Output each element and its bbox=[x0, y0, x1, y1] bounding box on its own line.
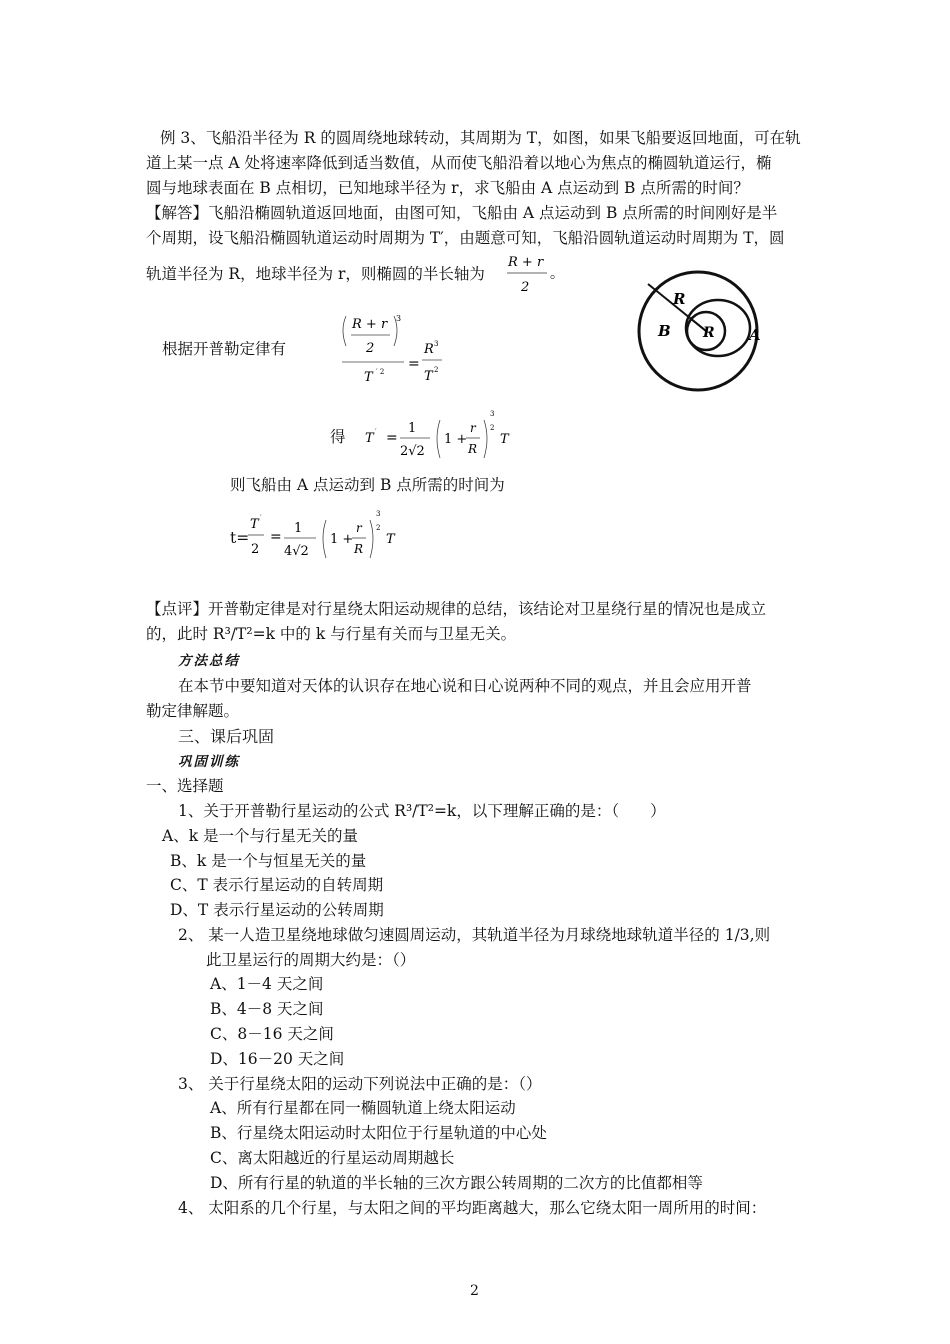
time-formula bbox=[244, 508, 414, 568]
tprime-equals: = bbox=[386, 430, 398, 446]
section3-title: 三、课后巩固 bbox=[178, 727, 275, 746]
tprime-R: R bbox=[468, 442, 478, 456]
circular-orbit bbox=[639, 272, 757, 390]
tprime-one: 1 bbox=[408, 421, 417, 436]
label-A: A bbox=[749, 326, 761, 344]
comment-line-2: 的，此时 R³/T²=k 中的 k 与行星有关而与卫星无关。 bbox=[146, 625, 517, 643]
svg-text:′ 2: ′ 2 bbox=[376, 368, 385, 376]
semi-major-suffix: 。 bbox=[550, 266, 564, 282]
q2-option-b: B、4－8 天之间 bbox=[210, 1000, 324, 1018]
section3-sub: 巩固训练 bbox=[178, 754, 240, 770]
q1-option-a: A、k 是一个与行星无关的量 bbox=[162, 827, 359, 845]
q2-option-a: A、1－4 天之间 bbox=[210, 975, 324, 993]
time-Tend: T bbox=[386, 532, 395, 547]
part1-title: 一、选择题 bbox=[146, 777, 224, 795]
kepler-formula bbox=[338, 308, 458, 388]
tprime-exp-num: 3 bbox=[490, 410, 495, 418]
q2-stem-2: 此卫星运行的周期大约是：（） bbox=[206, 951, 416, 969]
q3-option-a: A、所有行星都在同一椭圆轨道上绕太阳运动 bbox=[210, 1099, 516, 1117]
tprime-oneplus: 1 + bbox=[444, 432, 468, 447]
time-R: R bbox=[354, 542, 364, 556]
kepler-two: 2 bbox=[366, 341, 375, 356]
example-line-2: 道上某一点 A 处将速率降低到适当数值，从而使飞船沿着以地心为焦点的椭圆轨道运行，椭 bbox=[146, 154, 772, 172]
time-label: 则飞船由 A 点运动到 B 点所需的时间为 bbox=[230, 476, 505, 494]
kepler-numerator: R + r bbox=[352, 317, 388, 332]
tprime-exp-den: 2 bbox=[490, 424, 495, 432]
kepler-T: T bbox=[364, 370, 373, 385]
kepler-exp3: 3 bbox=[396, 314, 402, 323]
kepler-T2: T bbox=[424, 369, 433, 384]
de-label: 得 bbox=[330, 428, 346, 446]
page-number: 2 bbox=[470, 1283, 479, 1299]
example-line-3: 圆与地球表面在 B 点相切，已知地球半径为 r，求飞船由 A 点运动到 B 点所需的时间？ bbox=[146, 179, 749, 197]
example-line-1: 例 3、飞船沿半径为 R 的圆周绕地球转动，其周期为 T，如图，如果飞船要返回地面，可在轨 bbox=[160, 129, 801, 147]
q2-stem-1: 2、 某一人造卫星绕地球做匀速圆周运动，其轨道半径为月球绕地球轨道半径的 1/3,则 bbox=[178, 926, 771, 944]
q3-option-d: D、所有行星的轨道的半长轴的三次方跟公转周期的二次方的比值都相等 bbox=[210, 1174, 703, 1192]
label-B: B bbox=[658, 322, 671, 340]
kepler-equals: = bbox=[408, 356, 420, 372]
semi-major-axis-formula bbox=[505, 250, 565, 300]
time-oneplus: 1 + bbox=[330, 532, 354, 547]
tprime-Tend: T bbox=[500, 432, 509, 447]
q1-option-d: D、T 表示行星运动的公转周期 bbox=[170, 901, 384, 919]
q1-option-c: C、T 表示行星运动的自转周期 bbox=[170, 876, 384, 894]
t-label: t= bbox=[230, 529, 250, 547]
svg-text:′: ′ bbox=[375, 428, 377, 436]
t-prime-formula bbox=[362, 408, 532, 468]
method-title: 方法总结 bbox=[178, 653, 240, 669]
svg-text:2: 2 bbox=[434, 366, 439, 374]
svg-text:′: ′ bbox=[260, 514, 262, 522]
q2-option-d: D、16－20 天之间 bbox=[210, 1050, 345, 1068]
q4-stem: 4、 太阳系的几个行星，与太阳之间的平均距离越大，那么它绕太阳一周所用的时间： bbox=[178, 1199, 767, 1217]
kepler-R: R bbox=[424, 342, 434, 357]
answer-line-2: 个周期，设飞船沿椭圆轨道运动时周期为 T′，由题意可知，飞船沿圆轨道运动时周期为 T，圆 bbox=[146, 229, 785, 247]
q1-stem: 1、关于开普勒行星运动的公式 R³/T²=k，以下理解正确的是：（ ） bbox=[178, 802, 666, 820]
method-line-1: 在本节中要知道对天体的认识存在地心说和日心说两种不同的观点，并且会应用开普 bbox=[178, 677, 752, 695]
svg-text:3: 3 bbox=[434, 340, 439, 348]
time-r: r bbox=[356, 521, 362, 535]
tprime-T: T bbox=[365, 431, 374, 446]
label-R: R bbox=[673, 290, 686, 308]
answer-line-3: 轨道半径为 R，地球半径为 r，则椭圆的半长轴为 bbox=[146, 265, 485, 283]
tprime-r: r bbox=[470, 421, 476, 435]
frac-denominator: 2 bbox=[521, 280, 530, 295]
q1-option-b: B、k 是一个与恒星无关的量 bbox=[170, 852, 367, 870]
time-4sqrt2: 4√2 bbox=[284, 544, 309, 559]
time-one: 1 bbox=[294, 521, 303, 536]
method-line-2: 勒定律解题。 bbox=[146, 702, 240, 720]
time-two: 2 bbox=[251, 542, 260, 557]
q3-stem: 3、 关于行星绕太阳的运动下列说法中正确的是：（） bbox=[178, 1075, 542, 1093]
comment-line-1: 【点评】开普勒定律是对行星绕太阳运动规律的总结，该结论对卫星绕行星的情况也是成立 bbox=[146, 600, 767, 618]
orbit-figure bbox=[628, 270, 778, 395]
answer-line-1: 【解答】飞船沿椭圆轨道返回地面，由图可知，飞船由 A 点运动到 B 点所需的时间刚好是半 bbox=[146, 204, 778, 222]
time-exp-num: 3 bbox=[376, 510, 381, 518]
kepler-label: 根据开普勒定律有 bbox=[162, 340, 287, 358]
label-R0: R bbox=[703, 325, 715, 341]
time-exp-den: 2 bbox=[376, 524, 381, 532]
tprime-2sqrt2: 2√2 bbox=[400, 444, 425, 459]
q3-option-b: B、行星绕太阳运动时太阳位于行星轨道的中心处 bbox=[210, 1124, 547, 1142]
frac-numerator: R + r bbox=[508, 255, 544, 270]
q2-option-c: C、8－16 天之间 bbox=[210, 1025, 334, 1043]
q3-option-c: C、离太阳越近的行星运动周期越长 bbox=[210, 1149, 455, 1167]
time-T: T bbox=[250, 517, 259, 532]
time-equals: = bbox=[270, 529, 282, 545]
